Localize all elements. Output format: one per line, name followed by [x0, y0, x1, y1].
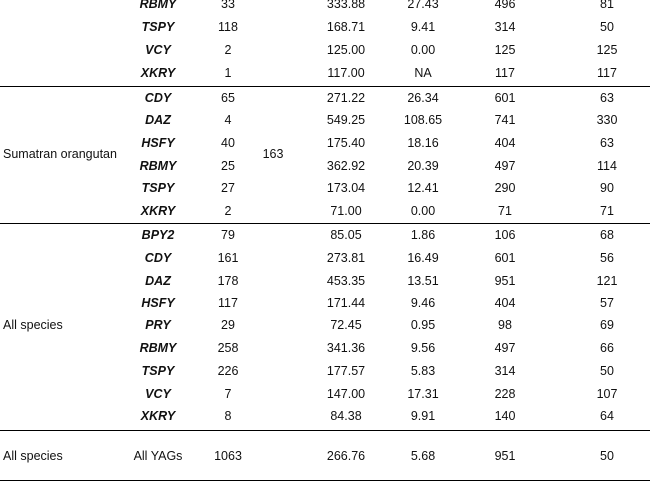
gene-name: CDY: [144, 251, 172, 265]
min-cell: 63: [600, 136, 614, 150]
table-row: [0, 225, 650, 245]
min-cell: 69: [600, 318, 614, 332]
gene-name: XKRY: [140, 204, 176, 218]
max-cell: 951: [494, 274, 516, 288]
se-cell: 26.34: [407, 91, 439, 105]
table-row: [0, 63, 650, 83]
table-row: [0, 315, 650, 335]
se-cell: 5.68: [410, 449, 436, 463]
table-row: [0, 201, 650, 221]
count-cell: 8: [224, 409, 232, 423]
table-row: [0, 110, 650, 130]
max-cell: 601: [494, 251, 516, 265]
se-cell: 9.46: [410, 296, 436, 310]
count-cell: 40: [221, 136, 235, 150]
table-row: [0, 40, 650, 60]
mean-cell: 168.71: [326, 20, 366, 34]
se-cell: 0.00: [410, 204, 436, 218]
count-cell: 25: [221, 159, 235, 173]
se-cell: 18.16: [407, 136, 439, 150]
min-cell: 107: [596, 387, 618, 401]
gene-name: VCY: [145, 387, 171, 401]
species-name: All species: [3, 449, 63, 463]
count-cell: 118: [218, 20, 238, 34]
gene-name: TSPY: [141, 181, 175, 195]
gene-name: BPY2: [141, 228, 175, 242]
min-cell: 125: [596, 43, 618, 57]
table-row: [0, 406, 650, 426]
max-cell: 601: [494, 91, 516, 105]
count-cell: 4: [224, 113, 232, 127]
table-row: [0, 156, 650, 176]
max-cell: 404: [494, 136, 516, 150]
se-cell: 13.51: [407, 274, 439, 288]
max-cell: 404: [494, 296, 516, 310]
min-cell: 68: [600, 228, 614, 242]
gene-name: PRY: [145, 318, 171, 332]
max-cell: 125: [494, 43, 516, 57]
mean-cell: 333.88: [326, 0, 366, 11]
se-cell: 9.41: [410, 20, 436, 34]
table-row: [0, 271, 650, 291]
table-row: [0, 248, 650, 268]
group-divider: [0, 86, 650, 87]
mean-cell: 341.36: [326, 341, 366, 355]
min-cell: 50: [600, 364, 614, 378]
min-cell: 121: [596, 274, 618, 288]
mean-cell: 71.00: [330, 204, 362, 218]
gene-name: XKRY: [140, 409, 176, 423]
species-name: Sumatran orangutan: [3, 147, 117, 161]
min-cell: 50: [600, 449, 614, 463]
mean-cell: 125.00: [326, 43, 366, 57]
count-cell: 27: [221, 181, 235, 195]
table-row: [0, 361, 650, 381]
gene-name: CDY: [144, 91, 172, 105]
min-cell: 56: [600, 251, 614, 265]
se-cell: 0.00: [410, 43, 436, 57]
count-cell: 2: [224, 204, 232, 218]
gene-name: HSFY: [141, 136, 175, 150]
se-cell: 16.49: [407, 251, 439, 265]
min-cell: 330: [596, 113, 618, 127]
mean-cell: 266.76: [326, 449, 366, 463]
count-cell: 79: [221, 228, 235, 242]
count-cell: 33: [221, 0, 235, 11]
max-cell: 497: [494, 341, 516, 355]
table-row: [0, 178, 650, 198]
mean-cell: 84.38: [330, 409, 362, 423]
count-cell: 178: [217, 274, 239, 288]
mean-cell: 549.25: [326, 113, 366, 127]
mean-cell: 273.81: [326, 251, 366, 265]
gene-name: RBMY: [139, 0, 177, 11]
se-cell: 17.31: [407, 387, 439, 401]
summary-divider: [0, 430, 650, 431]
mean-cell: 173.04: [326, 181, 366, 195]
max-cell: 741: [494, 113, 516, 127]
max-cell: 98: [498, 318, 512, 332]
table-row: [0, 384, 650, 404]
se-cell: NA: [414, 66, 432, 80]
species-name: All species: [3, 318, 63, 332]
count-cell: 1063: [214, 449, 242, 463]
count-cell: 226: [217, 364, 239, 378]
min-cell: 57: [600, 296, 614, 310]
mean-cell: 453.35: [326, 274, 366, 288]
mean-cell: 117.00: [327, 66, 365, 80]
se-cell: 9.56: [410, 341, 436, 355]
mean-cell: 147.00: [326, 387, 366, 401]
count-cell: 2: [224, 43, 232, 57]
table-row: [0, 88, 650, 108]
min-cell: 90: [600, 181, 614, 195]
min-cell: 114: [597, 159, 617, 173]
count-cell: 65: [221, 91, 235, 105]
max-cell: 951: [494, 449, 516, 463]
table-row: [0, 133, 650, 153]
se-cell: 108.65: [403, 113, 443, 127]
mean-cell: 72.45: [330, 318, 362, 332]
max-cell: 140: [494, 409, 516, 423]
count-cell: 7: [224, 387, 232, 401]
table-row: [0, 0, 650, 14]
count-cell: 161: [217, 251, 239, 265]
min-cell: 81: [600, 0, 614, 11]
table-row: [0, 338, 650, 358]
gene-name: DAZ: [145, 274, 171, 288]
count-cell: 1: [224, 66, 232, 80]
gene-name: All YAGs: [133, 449, 183, 463]
max-cell: 496: [494, 0, 516, 11]
count-cell: 258: [217, 341, 239, 355]
gene-name: RBMY: [139, 159, 177, 173]
max-cell: 117: [495, 66, 515, 80]
max-cell: 314: [494, 20, 516, 34]
species-total: 163: [262, 147, 284, 161]
se-cell: 27.43: [407, 0, 439, 11]
min-cell: 50: [600, 20, 614, 34]
mean-cell: 362.92: [326, 159, 366, 173]
table-bottom-rule: [0, 480, 650, 481]
count-cell: 117: [218, 296, 238, 310]
min-cell: 64: [600, 409, 614, 423]
max-cell: 228: [494, 387, 516, 401]
mean-cell: 171.44: [326, 296, 366, 310]
gene-name: RBMY: [139, 341, 177, 355]
min-cell: 71: [600, 204, 614, 218]
min-cell: 117: [597, 66, 617, 80]
min-cell: 66: [600, 341, 614, 355]
mean-cell: 85.05: [330, 228, 362, 242]
se-cell: 0.95: [410, 318, 436, 332]
max-cell: 71: [498, 204, 512, 218]
se-cell: 1.86: [410, 228, 436, 242]
mean-cell: 175.40: [326, 136, 366, 150]
table-row: [0, 17, 650, 37]
gene-name: XKRY: [140, 66, 176, 80]
gene-name: TSPY: [141, 20, 175, 34]
se-cell: 9.91: [410, 409, 436, 423]
gene-name: VCY: [145, 43, 171, 57]
gene-name: DAZ: [145, 113, 171, 127]
table-row: [0, 293, 650, 313]
max-cell: 290: [494, 181, 516, 195]
mean-cell: 177.57: [326, 364, 366, 378]
group-divider: [0, 223, 650, 224]
gene-name: HSFY: [141, 296, 175, 310]
se-cell: 12.41: [407, 181, 439, 195]
max-cell: 314: [494, 364, 516, 378]
count-cell: 29: [221, 318, 235, 332]
se-cell: 20.39: [407, 159, 439, 173]
mean-cell: 271.22: [326, 91, 366, 105]
max-cell: 497: [494, 159, 516, 173]
min-cell: 63: [600, 91, 614, 105]
gene-name: TSPY: [141, 364, 175, 378]
summary-row: [0, 446, 650, 466]
max-cell: 106: [494, 228, 516, 242]
se-cell: 5.83: [410, 364, 436, 378]
